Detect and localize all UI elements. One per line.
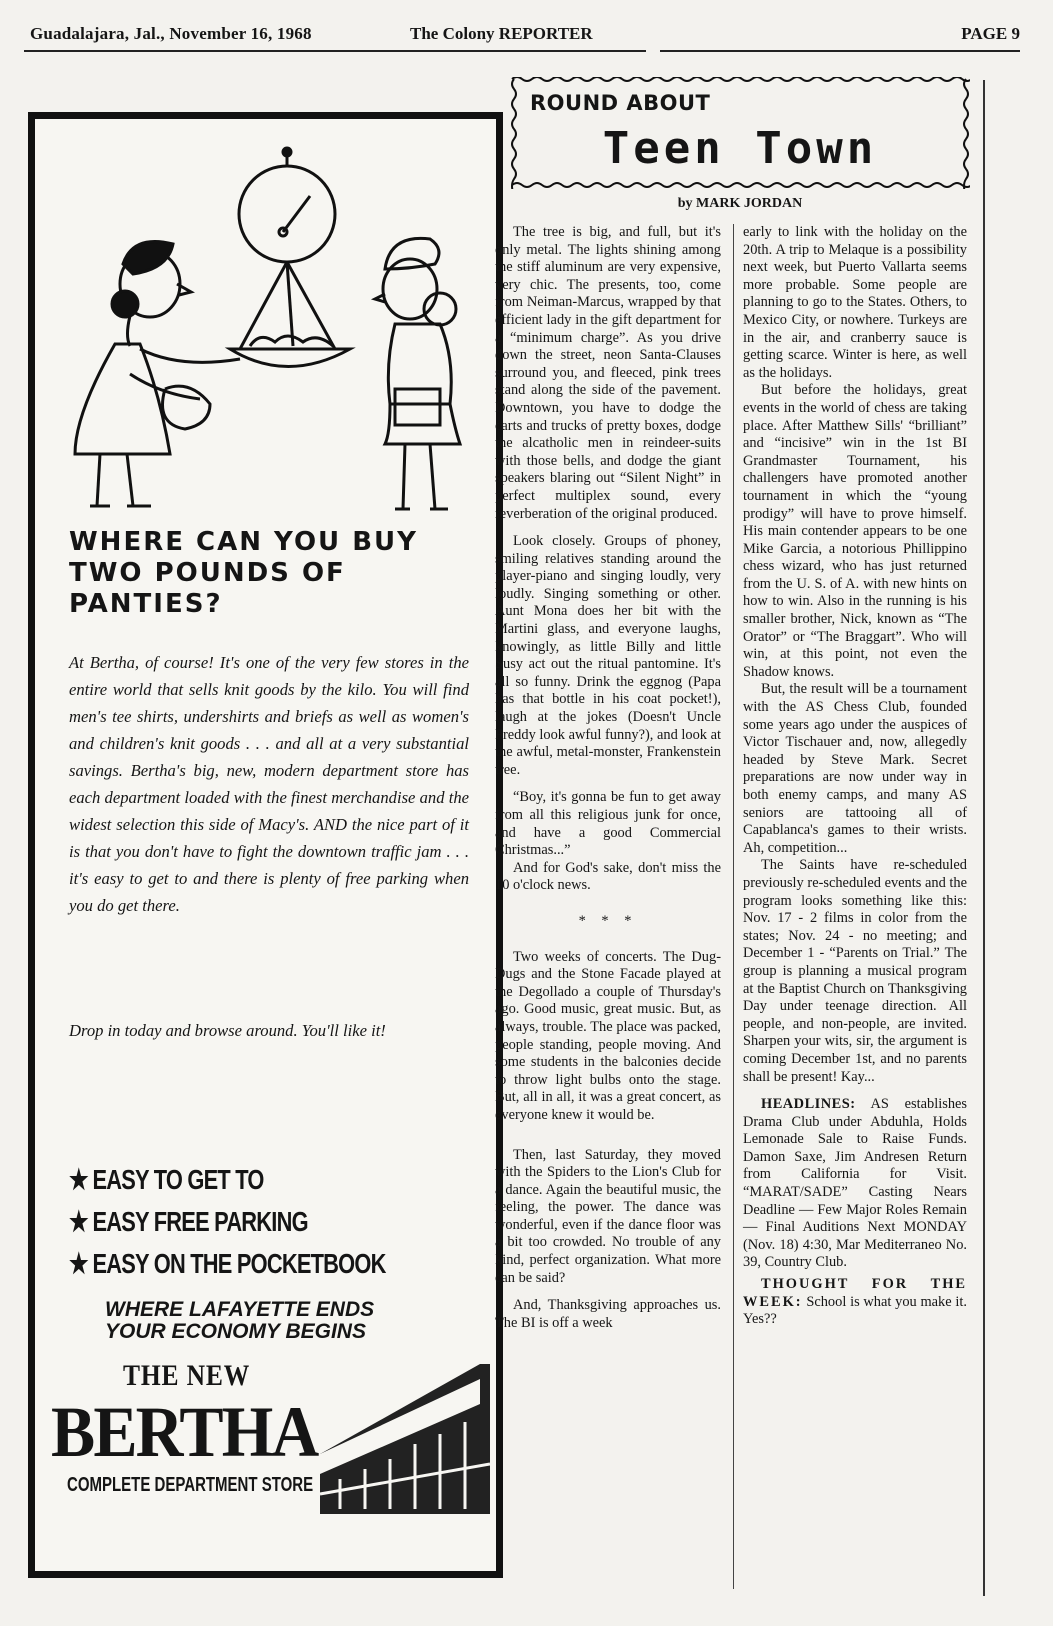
masthead bbox=[30, 24, 1020, 54]
column-rule bbox=[983, 80, 985, 1596]
paragraph: And for God's sake, don't miss the 10 o'clock news. bbox=[495, 859, 721, 894]
ad-slogan: WHERE LAFAYETTE ENDS YOUR ECONOMY BEGINS bbox=[105, 1298, 375, 1343]
paragraph: But before the holidays, great events in the world of chess are taking place. After Matthew Sills' “brilliant” and “incisive” win in the 1st BI Grandmaster Tournament, his challengers have promoted another tournament in which the “young prodigy” will have to prove himself. His main contender appears to be one Mike Garcia, a notorious Phillippino chess wizard, who has just returned from the U. S. of A. with new hints on how to win. Also in the running is his smaller brother, Nick, known as “The Orator” or “The Braggart”. Who will win, at this point, not even the Shadow knows. bbox=[743, 382, 967, 680]
headlines-paragraph: HEADLINES: AS establishes Drama Club under Abduhla, Holds Lemonade Sale to Raise Funds. Damon Saxe, Jim Andresen Return from California for Visit. “MARAT/SADE” Casting Nears Deadline — Few Major Roles Remain — Final Auditions Next MONDAY (Nov. 18) 4:30, Mar Mediterraneo No. 39, Country Club. bbox=[743, 1096, 967, 1271]
paragraph: Then, last Saturday, they moved with the Spiders to the Lion's Club for a dance. Again the beautiful music, the feeling, the power. The dance was wonderful, even if the dance floor was a bit too crowded. No trouble of any kind, perfect organization. What more can be said? bbox=[495, 1146, 721, 1286]
paragraph: Two weeks of concerts. The Dug-Dugs and the Stone Facade played at the Degollado a couple of Thursday's ago. Good music, great music. But, as always, trouble. The place was packed, people standing, people moving. And some students in the balconies decide to throw light bulbs onto the stage. But, all in all, it was a great concert, as everyone knew it would be. bbox=[495, 948, 721, 1123]
paragraph: The Saints have re-scheduled previously re-scheduled events and the program looks something like this: Nov. 17 - 2 films in color from the states; Nov. 24 - no meeting; and December 1 - “Parents on Trial.” The group is planning a musical program at the Baptist Church on Thanksgiving Day under teenage direction. All people, and non-people, are invited. Sharpen your wits, sir, the argument is coming December 1st, and no parents shall be present! Kay... bbox=[743, 857, 967, 1085]
ad-feature: ★ EASY TO GET TO bbox=[69, 1159, 397, 1201]
ad-brand-name: BERTHA bbox=[51, 1392, 318, 1472]
masthead-rule bbox=[24, 50, 646, 52]
ad-feature-list bbox=[69, 1159, 489, 1285]
ad-the-new: THE NEW bbox=[123, 1359, 251, 1392]
column-divider bbox=[733, 224, 734, 1589]
scale-illustration bbox=[45, 134, 485, 524]
column-kicker: ROUND ABOUT bbox=[530, 91, 711, 115]
bertha-advertisement bbox=[28, 112, 503, 1578]
byline: by MARK JORDAN bbox=[677, 196, 803, 211]
ad-headline: WHERE CAN YOU BUY TWO POUNDS OF PANTIES? bbox=[69, 527, 418, 619]
paragraph: And, Thanksgiving approaches us. The BI is off a week bbox=[495, 1297, 721, 1331]
ad-body-copy: At Bertha, of course! It's one of the very few stores in the entire world that sells knit goods by the kilo. You will find men's tee shirts, undershirts and briefs as well as women's and children's knit goods . . . and all at a very substantial savings. Bertha's big, new, modern department store has each department loaded with the finest merchandise and the widest selection this side of Macy's. AND the nice part of it is that you don't have to fight the downtown traffic jam . . . it's easy to get to and there is plenty of free parking when you do get there. bbox=[69, 653, 469, 915]
ad-tagline: COMPLETE DEPARTMENT STORE bbox=[67, 1474, 314, 1496]
column-title: Teen Town bbox=[602, 123, 878, 174]
thought-label: THOUGHT FOR THE WEEK: bbox=[743, 1276, 967, 1310]
ad-feature: ★ EASY ON THE POCKETBOOK bbox=[69, 1243, 397, 1285]
article-column-2 bbox=[743, 224, 967, 1329]
dateline: Guadalajara, Jal., November 16, 1968 bbox=[30, 24, 312, 43]
ad-call-to-action: Drop in today and browse around. You'll like it! bbox=[69, 1021, 386, 1040]
masthead-rule bbox=[660, 50, 1020, 52]
paragraph: The tree is big, and full, but it's only metal. The lights shining among the stiff aluminum are very expensive, very chic. The presents, too, come from Neiman-Marcus, wrapped by that efficient lady in the gift department for a “minimum charge”. As you drive down the street, neon Santa-Clauses surround you, and fleeced, pink trees stand along the side of the pavement. Downtown, you have to dodge the carts and trucks of pretty boxes, dodge the alcatholic men in reindeer-suits with those bells, and dodge the giant speakers blaring out “Silent Night” in perfect multiplex sound, every reverberation of the original produced. bbox=[495, 224, 721, 522]
section-break: * * * bbox=[578, 912, 638, 929]
store-building-illustration bbox=[310, 1344, 490, 1514]
newspaper-name: The Colony REPORTER bbox=[410, 24, 593, 43]
page-number: PAGE 9 bbox=[961, 24, 1020, 43]
paragraph: Look closely. Groups of phoney, smiling relatives standing around the player-piano and singing loudly, very loudly. Singing something or other. Aunt Mona does her bit with the Martini glass, and everyone laughs, knowingly, as little Billy and little Susy act out the ritual pantomine. It's all so funny. Drink the eggnog (Papa has that bottle in his coat pocket!), laugh at the jokes (Doesn't Uncle Freddy look awful funny?), and look at the awful, metal-monster, Frankenstein tree. bbox=[495, 533, 721, 778]
paragraph: early to link with the holiday on the 20th. A trip to Melaque is a possibility next week, but Puerto Vallarta seems more probable. Some people are planning to go to the States. Others, to Mexico City, or nowhere. Turkeys are in the air, and cranberry sauce is getting scarce. Winter is here, as well as the holidays. bbox=[743, 224, 967, 381]
column-header bbox=[510, 77, 970, 189]
paragraph: “Boy, it's gonna be fun to get away from all this religious junk for once, and have a good Commercial Christmas...” bbox=[495, 789, 721, 859]
article-column-1 bbox=[495, 224, 721, 1332]
star-icon: ★ bbox=[69, 1206, 88, 1237]
headlines-label: HEADLINES: bbox=[761, 1096, 856, 1113]
paragraph: But, the result will be a tournament with the AS Chess Club, founded some years ago under the auspices of Victor Tischauer and, now, allegedly headed by Steve Mark. Secret preparations are now under way in both enemy camps, and many AS seniors are tattooing all of Capablanca's games to their wrists. Ah, competition... bbox=[743, 681, 967, 856]
thought-paragraph: THOUGHT FOR THE WEEK: School is what you make it. Yes?? bbox=[743, 1276, 967, 1328]
ad-feature: ★ EASY FREE PARKING bbox=[69, 1201, 397, 1243]
star-icon: ★ bbox=[69, 1164, 88, 1195]
star-icon: ★ bbox=[69, 1248, 88, 1279]
